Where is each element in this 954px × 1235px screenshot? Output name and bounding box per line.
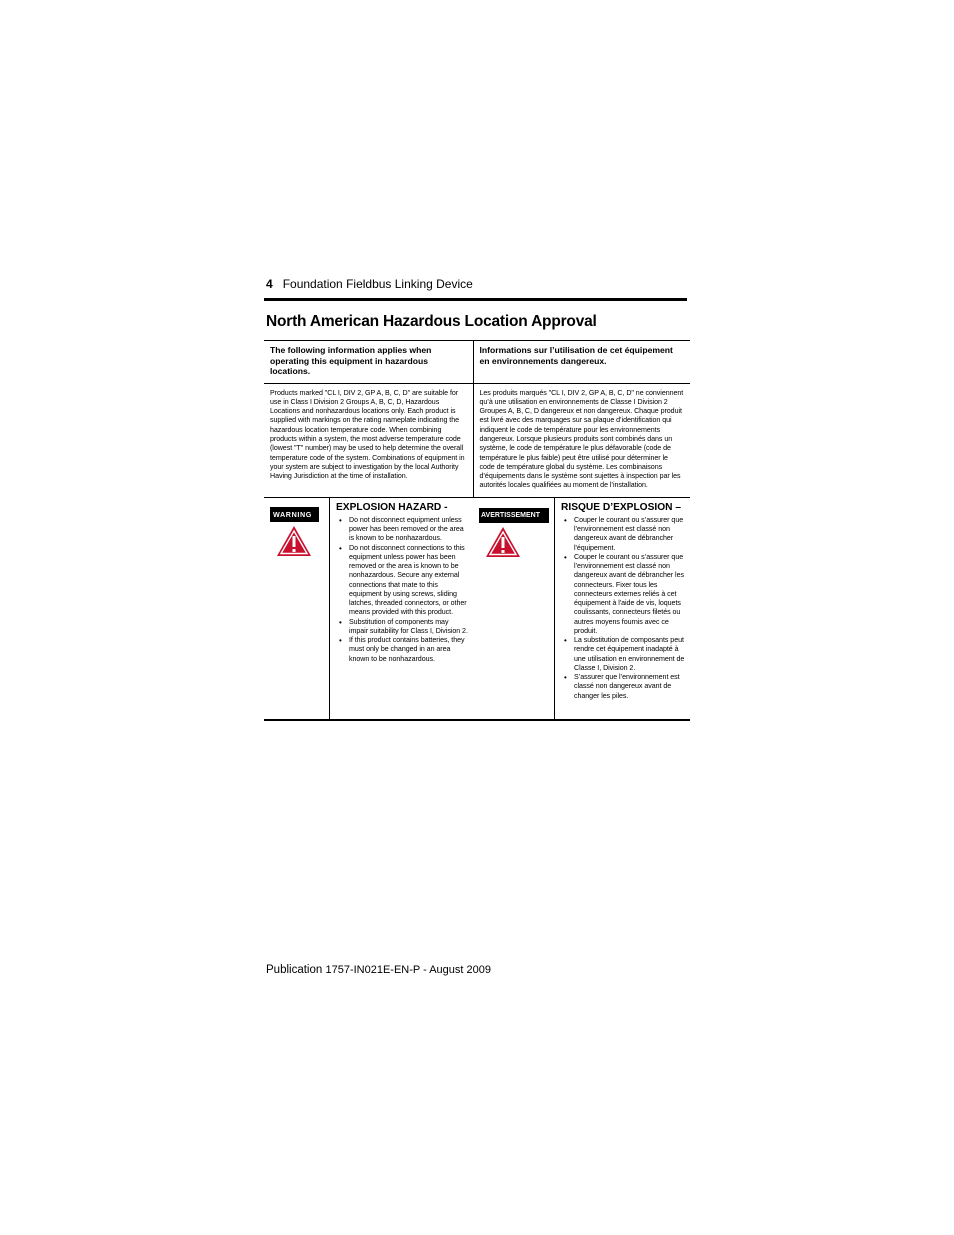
english-body: Products marked "CL I, DIV 2, GP A, B, C, D" are suitable for use in Class I Division 2 Groups A, B, C, D, Hazardous Locations and nonhazardous locations only. Each product is supplied with markings on the rating nameplate indicating the hazardous location temperature code. When combining products within a system, the most adverse temperature code (lowest "T" number) may be used to help determine the overall temperature code of the system. Combinations of equipment in your system are subject to investigation by the local Authority Having Jurisdiction at the time of installation.: [270, 388, 465, 481]
warning-title: RISQUE D’EXPLOSION –: [561, 501, 682, 513]
list-item: • Do not disconnect equipment unless power has been removed or the area is known to be nonhazardous.: [349, 516, 468, 544]
list-item: • If this product contains batteries, they must only be changed in an area known to be nonhazardous.: [349, 636, 468, 664]
hazardous-location-table: [264, 340, 690, 721]
table-header-row: [264, 341, 690, 384]
list-item: • Couper le courant ou s’assurer que l’environnement est classé non dangereux avant de débrancher l'équipement.: [574, 516, 685, 553]
warning-title: EXPLOSION HAZARD -: [336, 501, 448, 513]
page-number: 4: [266, 277, 273, 291]
document-title: Foundation Fieldbus Linking Device: [282, 277, 473, 291]
warning-list: [336, 516, 468, 664]
warning-en: [264, 498, 473, 719]
table-body-row: [264, 383, 690, 497]
french-heading: Informations sur l’utilisation de cet équipement en environnements dangereux.: [479, 345, 673, 366]
english-heading: The following information applies when operating this equipment in hazardous locations.: [270, 345, 432, 376]
warning-triangle-icon: [276, 525, 312, 557]
warning-badge: AVERTISSEMENT: [479, 508, 549, 523]
warning-badge: WARNING: [270, 507, 319, 522]
list-item: • Substitution of components may impair suitability for Class I, Division 2.: [349, 618, 468, 637]
list-item: • S’assurer que l’environnement est classé non dangereux avant de changer les piles.: [574, 673, 685, 701]
publication-number: 1757-IN021E-EN-P - August 2009: [325, 964, 491, 976]
list-item: • Couper le courant ou s’assurer que l’environnement est classé non dangereux avant de débrancher les connecteurs. Fixer tous les connecteurs externes reliés à cet équipement à l'aide de vis, loquets coulissants, connecteurs filetés ou autres moyens fournis avec ce produit.: [574, 553, 685, 636]
page-footer: [266, 963, 491, 977]
warning-fr: [473, 498, 690, 719]
french-body: Les produits marqués "CL I, DIV 2, GP A, B, C, D" ne conviennent qu’à une utilisation en environnements de Classe I Division 2 Groupes A, B, C, D dangereux et non dangereux. Chaque produit est livré avec des marquages sur sa plaque d’identification qui indiquent le code de température pour les environnements dangereux. Lorsque plusieurs produits sont combinés dans un système, le code de température le plus défavorable (code de température le plus faible) peut être utilisé pour déterminer le code de température global du système. Les combinaisons d’équipements dans le système sont sujettes à inspection par les autorités locales qualifiées au moment de l’installation.: [479, 388, 684, 490]
header-rule: [264, 298, 687, 301]
warning-list: [561, 516, 685, 701]
warning-triangle-icon: [485, 526, 521, 558]
page-header: [266, 277, 473, 291]
list-item: • La substitution de composants peut rendre cet équipement inadapté à une utilisation en environnement de Classe I, Division 2.: [574, 636, 685, 673]
section-title: North American Hazardous Location Approval: [266, 313, 597, 330]
publication-label: Publication: [266, 964, 323, 976]
warning-row: [264, 497, 690, 720]
list-item: • Do not disconnect connections to this equipment unless power has been removed or the area is known to be nonhazardous. Secure any external connections that mate to this equipment by using screws, sliding latches, threaded connectors, or other means provided with this product.: [349, 544, 468, 618]
